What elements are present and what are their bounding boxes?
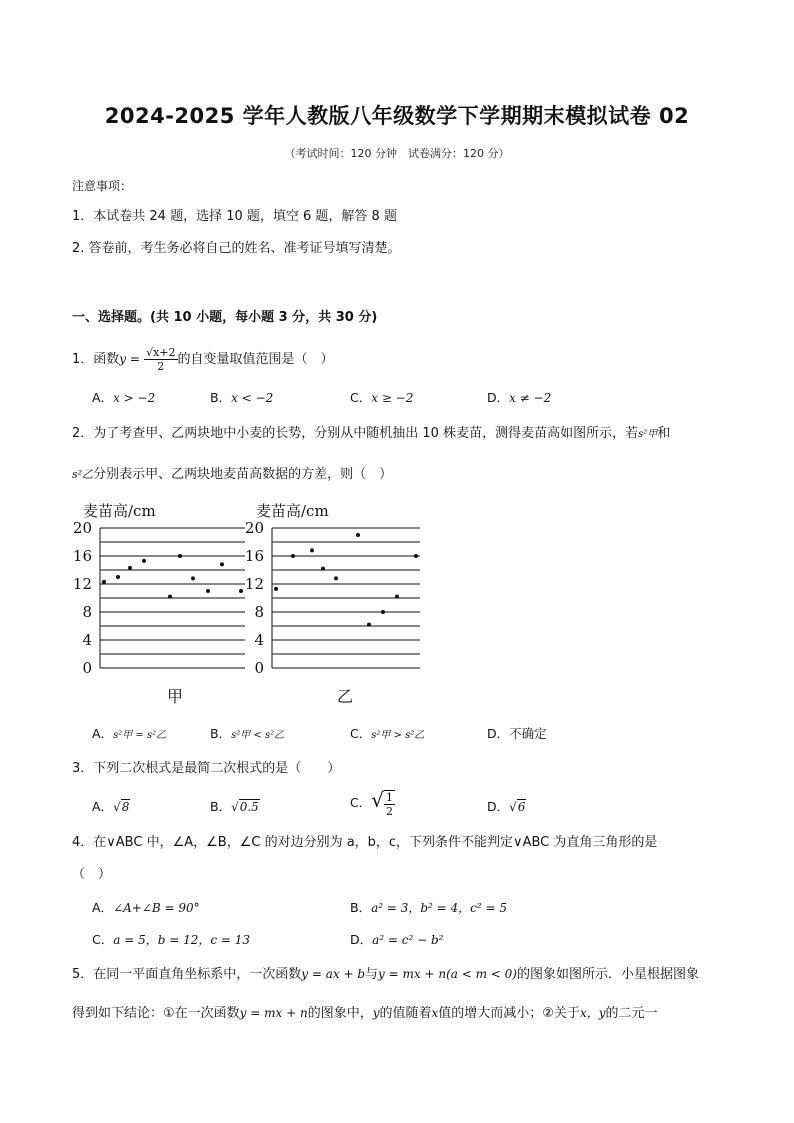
- yi-tick-label: 0: [254, 659, 264, 677]
- yi-x-label: 乙: [336, 687, 354, 706]
- q2-option-d[interactable]: D．不确定: [487, 726, 547, 741]
- chart-yi: [245, 520, 420, 706]
- chart-yi-ylabel: 麦苗高/cm: [256, 502, 329, 520]
- q1-option-c[interactable]: C．x ≥ −2: [350, 390, 414, 405]
- q1-option-d[interactable]: D．x ≠ −2: [487, 390, 552, 405]
- question-4-paren: （ ）: [72, 867, 112, 882]
- jia-data-point: [102, 580, 106, 584]
- q3-option-b[interactable]: B．√0.5: [210, 799, 259, 814]
- q2-option-a[interactable]: A．s²甲 = s²乙: [92, 726, 167, 741]
- notice-item-2: 2. 答卷前，考生务必将自己的姓名、准考证号填写清楚。: [72, 241, 401, 256]
- wheat-height-charts: [60, 520, 440, 710]
- exam-info: （考试时间：120 分钟 试卷满分：120 分）: [284, 147, 510, 160]
- yi-data-point: [356, 533, 360, 537]
- chart-jia: [73, 520, 245, 706]
- jia-data-point: [191, 576, 195, 580]
- question-5-line-1: 5．在同一平面直角坐标系中，一次函数y = ax + b与y = mx + n(a < m < 0)的图象如图所示．小星根据图象: [72, 967, 699, 982]
- q1-y: y =: [119, 352, 140, 366]
- q4-option-c[interactable]: C．a = 5，b = 12，c = 13: [92, 932, 251, 947]
- q3-option-a[interactable]: A．√8: [92, 799, 130, 814]
- jia-data-point: [220, 562, 224, 566]
- yi-data-point: [414, 554, 418, 558]
- s-jia: s²甲: [638, 429, 658, 440]
- yi-tick-label: 8: [254, 603, 264, 621]
- jia-data-point: [206, 589, 210, 593]
- question-2-line-1: 2．为了考查甲、乙两块地中小麦的长势，分别从中随机抽出 10 株麦苗，测得麦苗高如图所示，若s²甲和: [72, 426, 671, 441]
- jia-data-point: [116, 575, 120, 579]
- question-1: [72, 346, 334, 373]
- yi-data-point: [334, 576, 338, 580]
- q1-option-b[interactable]: B．x < −2: [210, 390, 274, 405]
- yi-tick-label: 4: [254, 631, 264, 649]
- q1-tail: 的自变量取值范围是（ ）: [177, 352, 334, 367]
- q4-option-d[interactable]: D．a² = c² − b²: [350, 932, 444, 947]
- jia-data-point: [142, 559, 146, 563]
- page-title: 2024-2025 学年人教版八年级数学下学期期末模拟试卷 02: [104, 104, 690, 128]
- jia-tick-label: 12: [72, 575, 92, 593]
- q3-option-c[interactable]: C．√ $\frac{1}{2}$: [350, 788, 393, 818]
- jia-tick-label: 20: [72, 520, 92, 537]
- jia-data-point: [239, 589, 243, 593]
- yi-data-point: [367, 623, 371, 627]
- question-2-line-2: s²乙分别表示甲、乙两块地麦苗高数据的方差，则（ ）: [72, 467, 393, 482]
- q2-option-b[interactable]: B．s²甲 < s²乙: [210, 726, 285, 741]
- yi-data-point: [321, 567, 325, 571]
- jia-x-label: 甲: [166, 687, 184, 706]
- yi-data-point: [274, 587, 278, 591]
- notice-item-1: 1．本试卷共 24 题，选择 10 题，填空 6 题，解答 8 题: [72, 209, 397, 224]
- q2-option-c[interactable]: C．s²甲 > s²乙: [350, 726, 425, 741]
- question-3: 3．下列二次根式是最简二次根式的是（ ）: [72, 761, 341, 776]
- yi-data-point: [381, 610, 385, 614]
- yi-tick-label: 20: [244, 520, 264, 537]
- q4-option-b[interactable]: B．a² = 3，b² = 4，c² = 5: [350, 900, 508, 915]
- q1-fraction: [144, 346, 177, 373]
- question-4: 4．在∨ABC 中，∠A，∠B，∠C 的对边分别为 a，b，c，下列条件不能判定∨ABC 为直角三角形的是: [72, 835, 658, 850]
- section-heading: 一、选择题。(共 10 小题，每小题 3 分，共 30 分): [72, 310, 378, 325]
- yi-tick-label: 12: [244, 575, 264, 593]
- chart-jia-ylabel: 麦苗高/cm: [83, 502, 156, 520]
- q1-lead: 1．函数: [72, 352, 120, 367]
- jia-data-point: [168, 595, 172, 599]
- q4-option-a[interactable]: A．∠A+∠B = 90°: [92, 900, 200, 915]
- q1-denominator: 2: [157, 360, 165, 373]
- yi-data-point: [310, 548, 314, 552]
- jia-tick-label: 0: [82, 659, 92, 677]
- jia-tick-label: 8: [82, 603, 92, 621]
- jia-tick-label: 16: [72, 547, 92, 565]
- q1-option-a[interactable]: A．x > −2: [92, 390, 156, 405]
- yi-data-point: [395, 595, 399, 599]
- yi-tick-label: 16: [244, 547, 264, 565]
- jia-data-point: [128, 566, 132, 570]
- jia-data-point: [178, 554, 182, 558]
- jia-tick-label: 4: [82, 631, 92, 649]
- s-yi: s²乙: [72, 468, 94, 481]
- question-5-line-2: 得到如下结论：①在一次函数y = mx + n的图象中，y的值随着x值的增大而减小；②关于x，y的二元一: [72, 1006, 658, 1021]
- yi-data-point: [291, 554, 295, 558]
- q1-numerator: √x+2: [146, 346, 176, 359]
- notice-heading: 注意事项：: [72, 179, 133, 193]
- q3-option-d[interactable]: D．√6: [487, 799, 526, 814]
